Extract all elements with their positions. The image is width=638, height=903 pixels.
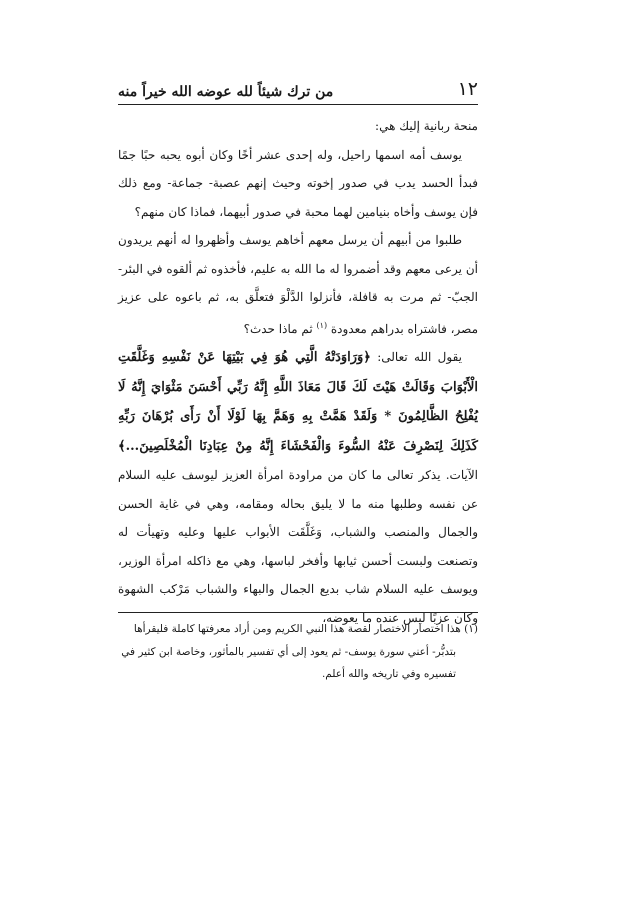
running-title: من ترك شيئاً لله عوضه الله خيراً منه bbox=[118, 84, 334, 100]
paragraph-2-end: ثم ماذا حدث؟ bbox=[243, 321, 317, 336]
lead-line: منحة ربانية إليك هي: bbox=[375, 119, 478, 133]
page-header bbox=[118, 70, 478, 100]
main-text bbox=[118, 112, 478, 632]
paragraph-2-text: طلبوا من أبيهم أن يرسل معهم أخاهم يوسف وأظهروا له أنهم يريدون أن يرعى معهم وقد أضمروا له ما الله به عليم، فأخذوه ثم ألقوه في البئر- الجبّ- ثم مرت به قافلة، فأنزلوا الدَّلْوَ فتعلَّق به، ثم باعوه على عزيز مصر، فاشتراه بدراهم معدودة bbox=[118, 233, 478, 336]
header-divider bbox=[118, 104, 478, 105]
paragraph-3-text: الآيات. يذكر تعالى ما كان من مراودة امرأة العزيز ليوسف عليه السلام عن نفسه وطلبها منه ما لا يليق بحاله ومقامه، وهي في غاية الحسن والجمال والمنصب والشباب، وَغَلَّقَت الأبواب عليها وعليه وتهيأت له وتصنعت ولبست أحسن ثيابها وأفخر لباسها، وهي مع ذاكله امرأة الوزير، ويوسف عليه السلام شاب بديع الجمال والبهاء والشباب مَرْكب الشهوة وكان عزبًا ليس عنده ما يعوضه، bbox=[118, 468, 478, 625]
quote-intro: يقول الله تعالى: bbox=[370, 350, 463, 364]
footnote-reference[interactable]: (١) bbox=[316, 320, 328, 330]
footnote-line-3: تفسيره وفي تاريخه والله أعلم. bbox=[321, 668, 456, 680]
footnote-line-2: بتدبُّر- أعني سورة يوسف- ثم يعود إلى أي تفسير بالمأثور، وخاصة ابن كثير في bbox=[121, 645, 456, 658]
footnote-line-1: (١) هذا اختصار الاختصار لقصة هذا النبي الكريم ومن أراد معرفتها كاملة فليقرأها bbox=[133, 623, 478, 635]
paragraph-2 bbox=[118, 226, 478, 343]
paragraph-1: يوسف أمه اسمها راحيل، وله إحدى عشر أخًا وكان أبوه يحبه حبًا جمًا فبدأ الحسد يدب في صدور إخوته وحيث إنهم عصبة- جماعة- ومع ذلك فإن يوسف وأخاه بنيامين لهما محبة في صدور أبيهما، فماذا كان منهم؟ bbox=[118, 147, 478, 219]
paragraph-3 bbox=[118, 343, 478, 632]
quran-verse: ﴿وَرَاوَدَتْهُ الَّتِي هُوَ فِي بَيْتِهَا عَنْ نَفْسِهِ وَغَلَّقَتِ الْأَبْوَابَ وَقَالَتْ هَيْتَ لَكَ قَالَ مَعَاذَ اللَّهِ إِنَّهُ رَبِّي أَحْسَنَ مَثْوَايَ إِنَّهُ لَا يُفْلِحُ الظَّالِمُونَ * وَلَقَدْ هَمَّتْ بِهِ وَهَمَّ بِهَا لَوْلَا أَنْ رَأَى بُرْهَانَ رَبِّهِ كَذَلِكَ لِنَصْرِفَ عَنْهُ السُّوءَ وَالْفَحْشَاءَ إِنَّهُ مِنْ عِبَادِنَا الْمُخْلَصِينَ...﴾ bbox=[118, 350, 478, 454]
footnote-divider bbox=[118, 612, 478, 613]
footnotes bbox=[118, 618, 478, 686]
page-number: ١٢ bbox=[457, 78, 478, 100]
